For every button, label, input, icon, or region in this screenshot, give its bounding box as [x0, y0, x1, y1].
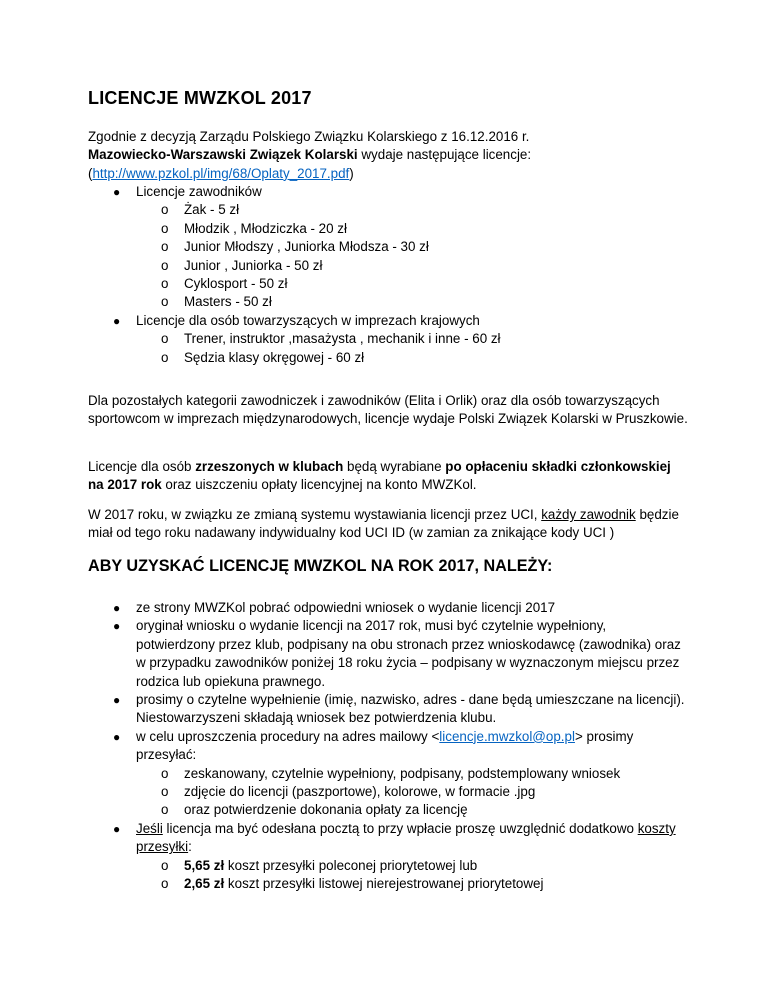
section-title-how-to: ABY UZYSKAĆ LICENCJĘ MWZKOL NA ROK 2017, NALEŻY:	[88, 557, 553, 575]
list-item: o Junior , Juniorka - 50 zł	[88, 257, 688, 275]
bullet-icon: ●	[113, 693, 121, 708]
licence-list	[88, 183, 688, 367]
bullet-icon: ●	[113, 185, 121, 199]
list-item: o Masters - 50 zł	[88, 293, 688, 311]
intro-paragraph	[88, 128, 688, 183]
circle-bullet-icon: o	[161, 765, 169, 781]
list-item: o 2,65 zł koszt przesyłki listowej nierejestrowanej priorytetowej	[88, 875, 688, 893]
page-title: LICENCJE MWZKOL 2017	[88, 88, 312, 108]
list-item: o Cyklosport - 50 zł	[88, 275, 688, 293]
circle-bullet-icon: o	[161, 331, 169, 347]
circle-bullet-icon: o	[161, 257, 169, 273]
circle-bullet-icon: o	[161, 239, 169, 255]
circle-bullet-icon: o	[161, 876, 169, 892]
paragraph-clubs: Licencje dla osób zrzeszonych w klubach będą wyrabiane po opłaceniu składki członkowskiej na 2017 rok oraz uiszczeniu opłaty licencyjnej na konto MWZKol.	[88, 459, 671, 493]
list-item: o 5,65 zł koszt przesyłki poleconej priorytetowej lub	[88, 857, 688, 875]
circle-bullet-icon: o	[161, 802, 169, 818]
list-item: o Sędzia klasy okręgowej - 60 zł	[88, 349, 688, 367]
list-item: o zdjęcie do licencji (paszportowe), kolorowe, w formacie .jpg	[88, 783, 688, 801]
circle-bullet-icon: o	[161, 349, 169, 365]
bullet-icon: ●	[113, 313, 121, 328]
list-item-athletes: ● Licencje zawodników	[88, 183, 688, 201]
circle-bullet-icon: o	[161, 202, 169, 218]
circle-bullet-icon: o	[161, 220, 169, 236]
step-item-email: ● w celu uproszczenia procedury na adres mailowy <licencje.mwzkol@op.pl> prosimy przesyłać:	[113, 728, 634, 763]
bullet-icon: ●	[113, 821, 121, 836]
intro-line-3: (http://www.pzkol.pl/img/68/Oplaty_2017.pdf)	[88, 165, 354, 181]
bullet-icon: ●	[113, 729, 121, 744]
pzkol-fees-link[interactable]: http://www.pzkol.pl/img/68/Oplaty_2017.pdf	[92, 165, 350, 181]
steps-list	[88, 599, 688, 894]
step-item: ● oryginał wniosku o wydanie licencji na 2017 rok, musi być czytelnie wypełniony, potwierdzony przez klub, podpisany na obu stronach przez wnioskodawcę (zawodnika) oraz w przypadku zawodników poniżej 18 roku życia – podpisany w wyznaczonym miejscu przez rodzica lub opiekuna prawnego.	[113, 618, 681, 689]
circle-bullet-icon: o	[161, 276, 169, 292]
circle-bullet-icon: o	[161, 784, 169, 800]
step-item: ● prosimy o czytelne wypełnienie (imię, nazwisko, adres - dane będą umieszczane na licencji). Niestowarzyszeni składają wniosek bez potwierdzenia klubu.	[113, 692, 685, 726]
list-item: o zeskanowany, czytelnie wypełniony, podpisany, podstemplowany wniosek	[88, 765, 688, 783]
intro-line-2: Mazowiecko-Warszawski Związek Kolarski wydaje następujące licencje:	[88, 147, 532, 163]
list-item: o Junior Młodszy , Juniorka Młodsza - 30 zł	[88, 238, 688, 256]
bullet-icon: ●	[113, 601, 121, 615]
circle-bullet-icon: o	[161, 857, 169, 873]
org-name: Mazowiecko-Warszawski Związek Kolarski	[88, 147, 358, 163]
list-item: o Młodzik , Młodziczka - 20 zł	[88, 220, 688, 238]
paragraph-other-categories: Dla pozostałych kategorii zawodniczek i zawodników (Elita i Orlik) oraz dla osób towarzyszących sportowcom w imprezach międzynarodowych, licencje wydaje Polski Związek Kolarski w Pruszkowie.	[88, 393, 688, 427]
step-item: ● ze strony MWZKol pobrać odpowiedni wniosek o wydanie licencji 2017	[88, 599, 688, 617]
bullet-icon: ●	[113, 619, 121, 634]
intro-line-1: Zgodnie z decyzją Zarządu Polskiego Związku Kolarskiego z 16.12.2016 r.	[88, 129, 530, 144]
list-item: o Żak - 5 zł	[88, 201, 688, 219]
step-item-shipping: ● Jeśli licencja ma być odesłana pocztą to przy wpłacie proszę uwzględnić dodatkowo koszty przesyłki:	[113, 820, 676, 855]
list-item-companions: ● Licencje dla osób towarzyszących w imprezach krajowych	[88, 312, 688, 330]
email-link[interactable]: licencje.mwzkol@op.pl	[439, 728, 575, 744]
circle-bullet-icon: o	[161, 294, 169, 310]
list-item: o Trener, instruktor ,masażysta , mechanik i inne - 60 zł	[88, 330, 688, 348]
paragraph-uci: W 2017 roku, w związku ze zmianą systemu wystawiania licencji przez UCI, każdy zawodnik będzie miał od tego roku nadawany indywidualny kod UCI ID (w zamian za znikające kody UCI )	[88, 507, 679, 541]
list-item: o oraz potwierdzenie dokonania opłaty za licencję	[88, 801, 688, 819]
